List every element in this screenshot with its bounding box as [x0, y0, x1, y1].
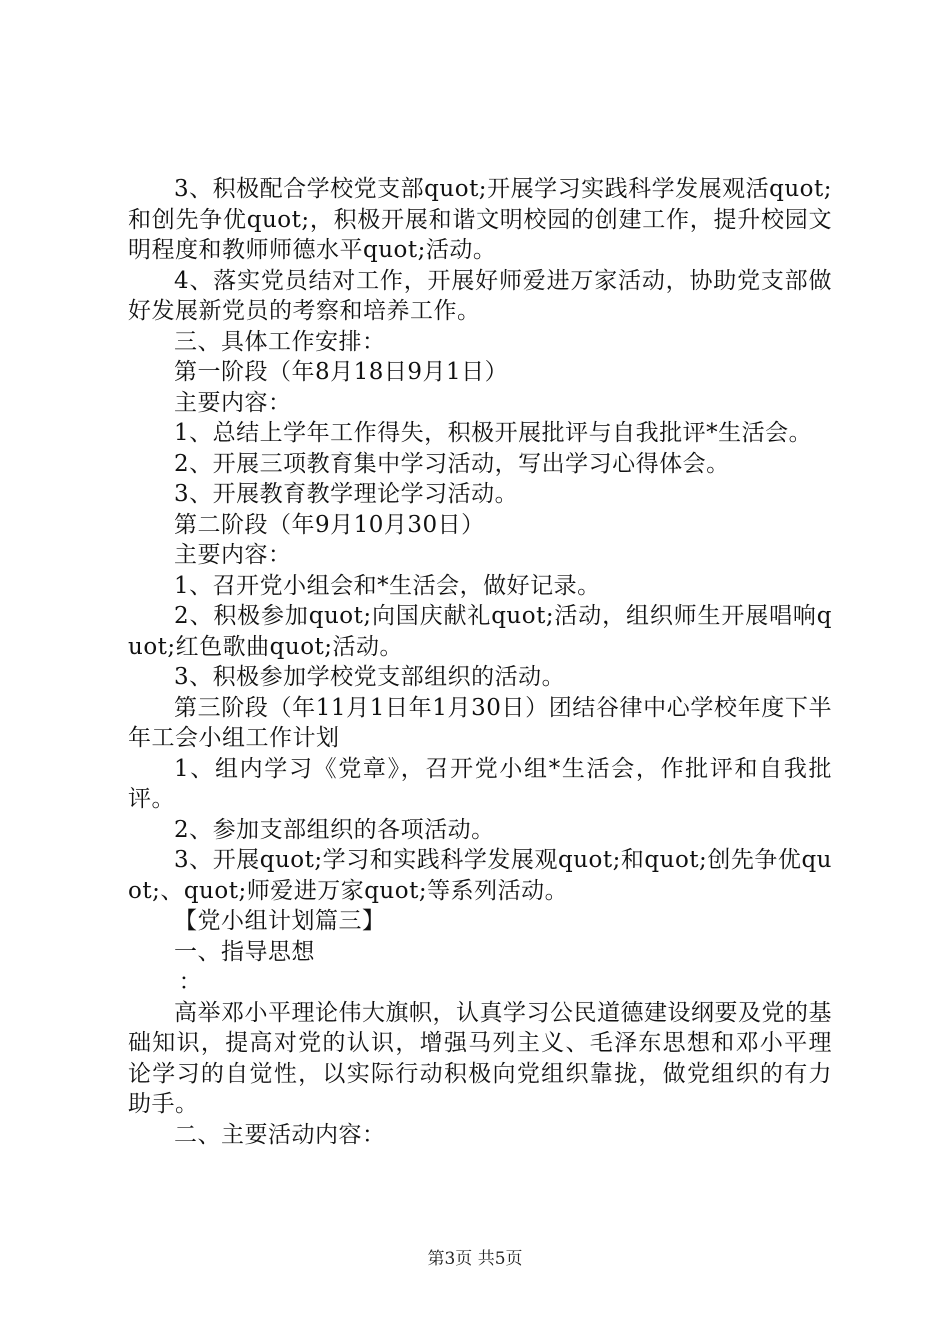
- stage-2-item-3: 3、积极参加学校党支部组织的活动。: [174, 664, 566, 690]
- stage-3-heading: 第三阶段（年11月1日年1月30日）团结谷律中心学校年度下半年工会小组工作计划: [128, 694, 832, 751]
- page-footer: 第3页 共5页: [427, 1249, 523, 1269]
- stage-2-item-2: 2、积极参加quot;向国庆献礼quot;活动，组织师生开展唱响quot;红色歌曲quot;活动。: [128, 603, 832, 660]
- stage-1-item-1: 1、总结上学年工作得失，积极开展批评与自我批评*生活会。: [174, 420, 813, 446]
- document-body: [128, 174, 832, 1150]
- stage-2-heading: 第二阶段（年9月10月30日）: [174, 511, 485, 538]
- stage-3-item-3: 3、开展quot;学习和实践科学发展观quot;和quot;创先争优quot;、quot;师爱进万家quot;等系列活动。: [128, 847, 832, 904]
- stage-1-item-3: 3、开展教育教学理论学习活动。: [174, 481, 519, 507]
- stage-1-item-2: 2、开展三项教育集中学习活动，写出学习心得体会。: [174, 450, 730, 477]
- stage-2-item-1: 1、召开党小组会和*生活会，做好记录。: [174, 572, 601, 599]
- stage-3-item-2: 2、参加支部组织的各项活动。: [174, 816, 495, 843]
- section-heading-3: 三、具体工作安排：: [174, 328, 386, 355]
- article-3-title: 【党小组计划篇三】: [174, 908, 386, 934]
- main-activities-heading: 二、主要活动内容：: [174, 1121, 386, 1148]
- guiding-thought-body: 高举邓小平理论伟大旗帜，认真学习公民道德建设纲要及党的基础知识，提高对党的认识，增强马列主义、毛泽东思想和邓小平理论学习的自觉性，以实际行动积极向党组织靠拢，做党组织的有力助手。: [128, 999, 832, 1117]
- stage-3-item-1: 1、组内学习《党章》，召开党小组*生活会，作批评和自我批评。: [128, 755, 832, 812]
- guiding-thought-heading: 一、指导思想: [174, 938, 315, 965]
- paragraph-1: 3、积极配合学校党支部quot;开展学习实践科学发展观活quot;和创先争优quot;，积极开展和谐文明校园的创建工作，提升校园文明程度和教师师德水平quot;活动。: [128, 176, 832, 263]
- paragraph-2: 4、落实党员结对工作，开展好师爱进万家活动，协助党支部做好发展新党员的考察和培养工作。: [128, 267, 832, 324]
- stage-1-content-label: 主要内容：: [174, 389, 292, 416]
- guiding-thought-colon: ：: [178, 969, 203, 995]
- stage-1-heading: 第一阶段（年8月18日9月1日）: [174, 359, 509, 385]
- stage-2-content-label: 主要内容：: [174, 542, 292, 568]
